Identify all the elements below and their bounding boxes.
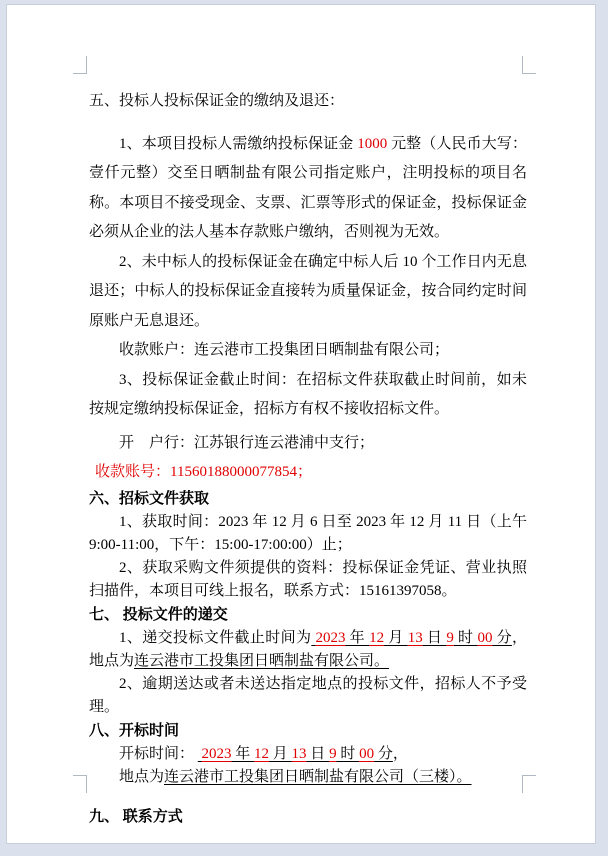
- line-account-number-segment: 收款账号：11560188000077854；: [95, 464, 312, 480]
- para-submission-deadline-segment: 月: [384, 629, 408, 646]
- line-opening-time-segment: 13: [291, 745, 307, 762]
- para-obtain-materials: [89, 557, 527, 603]
- line-opening-time-segment: 日: [306, 745, 330, 762]
- para-submission-deadline-segment: ，地点为: [89, 629, 527, 669]
- line-opening-time-segment: 分: [374, 745, 393, 762]
- heading-9-segment: 九、 联系方式: [89, 809, 183, 826]
- margin-corner-mark-bottom-left: [73, 775, 87, 793]
- para-obtain-materials-segment: 2、获取采购文件须提供的资料：投标保证金凭证、营业执照扫描件，本项目可线上报名，联系方式：15161397058。: [89, 560, 527, 600]
- heading-5-segment: 五、投标人投标保证金的缴纳及退还：: [89, 93, 345, 109]
- line-opening-time-segment: 开标时间：: [119, 745, 198, 762]
- line-opening-location: [89, 766, 527, 789]
- heading-7-segment: 七、 投标文件的递交: [89, 606, 228, 623]
- para-deposit-payment-segment: 元整（人民币大写：壹仟元整）交至日晒制盐有限公司指定账户，注明投标的项目名称。本项目不接受现金、支票、汇票等形式的保证金，投标保证金必须从企业的法人基本存款账户缴纳，否则视为无效。: [89, 135, 527, 240]
- para-submission-deadline: [89, 627, 527, 673]
- line-bank-segment: 开 户行：江苏银行连云港浦中支行；: [119, 434, 375, 451]
- document-content: [89, 87, 531, 829]
- para-submission-deadline-segment: 年: [345, 629, 370, 646]
- para-obtain-time-segment: 1、获取时间：2023 年 12 月 6 日至 2023 年 12 月 11 日（上午 9:00-11:00，下午：15:00-17:00:00）止；: [89, 513, 531, 553]
- heading-8-segment: 八、开标时间: [89, 722, 180, 739]
- heading-5: [89, 87, 527, 117]
- line-account-number: [89, 458, 527, 488]
- heading-9: [89, 806, 527, 829]
- para-deposit-refund: [89, 248, 527, 337]
- para-submission-deadline-segment: 13: [407, 629, 423, 646]
- line-opening-time: [89, 743, 527, 766]
- line-opening-time-segment: 00: [359, 745, 375, 762]
- line-bank: [89, 429, 527, 459]
- para-deposit-deadline-segment: 3、投标保证金截止时间：在招标文件获取截止时间前，如未按规定缴纳投标保证金，招标方有权不接收招标文件。: [89, 371, 527, 417]
- para-deposit-payment-segment: 1、本项目投标人需缴纳投标保证金: [119, 135, 358, 152]
- heading-8: [89, 720, 527, 743]
- margin-corner-mark-top-left: [73, 56, 87, 74]
- line-opening-time-segment: 年: [231, 745, 255, 762]
- para-late-submission-segment: 2、逾期送达或者未送达指定地点的投标文件，招标人不予受理。: [89, 676, 527, 716]
- para-deposit-payment-segment: 1000: [357, 135, 388, 152]
- line-opening-time-segment: 2023: [201, 745, 232, 762]
- heading-7: [89, 604, 527, 627]
- line-opening-time-segment: 月: [269, 745, 292, 762]
- line-opening-location-segment: 地点为: [119, 768, 165, 785]
- line-opening-time-segment: 时: [336, 745, 360, 762]
- heading-6-segment: 六、招标文件获取: [89, 490, 210, 507]
- margin-corner-mark-top-right: [522, 56, 536, 74]
- para-submission-deadline-segment: 时: [453, 629, 478, 646]
- line-opening-time-segment: 9: [329, 745, 337, 762]
- line-payee-account: [89, 336, 527, 366]
- para-submission-deadline-segment: 日: [422, 629, 447, 646]
- para-submission-deadline-segment: 9: [446, 629, 454, 646]
- para-submission-deadline-segment: 1、递交投标文件截止时间为: [119, 629, 312, 646]
- para-submission-deadline-segment: 12: [369, 629, 385, 646]
- para-submission-deadline-segment: 连云港市工投集团日晒制盐有限公司。: [134, 652, 390, 669]
- heading-6: [89, 488, 527, 511]
- para-submission-deadline-segment: 分: [492, 629, 512, 646]
- line-opening-location-segment: 连云港市工投集团日晒制盐有限公司（三楼）。: [164, 768, 472, 785]
- line-opening-time-segment: 12: [254, 745, 270, 762]
- line-payee-account-segment: 收款账户：连云港市工投集团日晒制盐有限公司；: [119, 342, 450, 358]
- para-deposit-refund-segment: 2、未中标人的投标保证金在确定中标人后 10 个工作日内无息退还；中标人的投标保证金直接转为质量保证金，按合同约定时间原账户无息退还。: [89, 253, 527, 329]
- para-late-submission: [89, 673, 527, 719]
- para-deposit-deadline: [89, 366, 527, 425]
- para-submission-deadline-segment: 00: [477, 629, 493, 646]
- para-submission-deadline-segment: 2023: [315, 629, 346, 646]
- para-obtain-time: [89, 511, 531, 557]
- line-opening-time-segment: ，: [392, 745, 408, 762]
- document-page: [6, 4, 596, 844]
- para-deposit-payment: [89, 130, 527, 248]
